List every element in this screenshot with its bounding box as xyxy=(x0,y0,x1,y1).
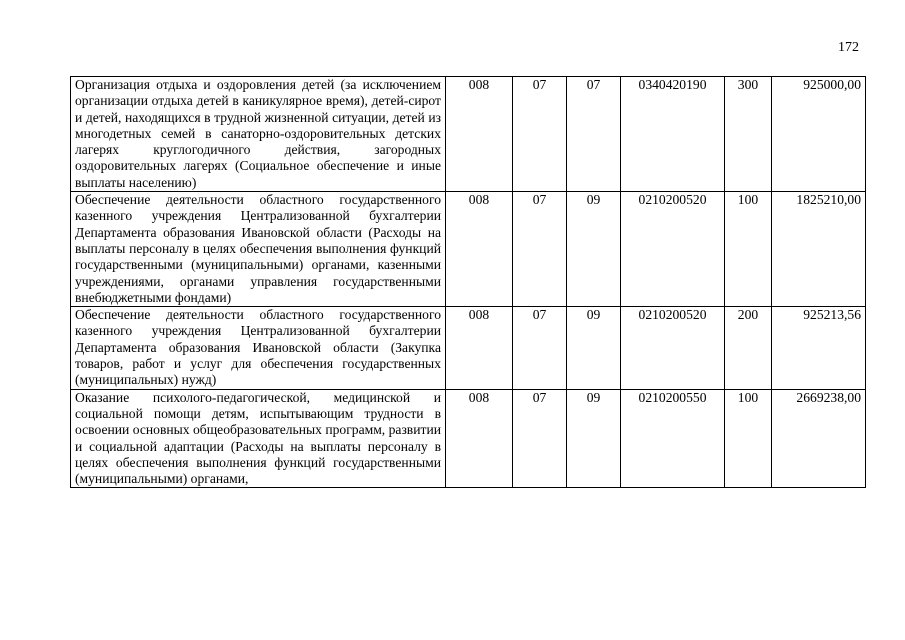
amount: 1825210,00 xyxy=(772,192,866,307)
target-code: 0210200520 xyxy=(621,192,725,307)
row-description: Обеспечение деятельности областного государственного казенного учреждения Централизованной бухгалтерии Департамента образования Ивановской области (Расходы на выплаты персоналу в целях обеспечения выполнения функций государственными (муниципальными) органами, казенными учреждениями, органами управления государственными внебюджетными фондами) xyxy=(71,192,446,307)
row-description: Организация отдыха и оздоровления детей (за исключением организации отдыха детей в каникулярное время), детей-сирот и детей, находящихся в трудной жизненной ситуации, детей из многодетных семей в санаторно-оздоровительных детских лагерях круглогодичного действия, загородных оздоровительных лагерях (Социальное обеспечение и иные выплаты населению) xyxy=(71,77,446,192)
expense-type-code: 100 xyxy=(725,389,772,488)
table-row xyxy=(71,389,866,488)
ministry-code: 008 xyxy=(446,307,513,389)
expense-type-code: 300 xyxy=(725,77,772,192)
section-code: 07 xyxy=(513,307,567,389)
section-code: 07 xyxy=(513,192,567,307)
section-code: 07 xyxy=(513,77,567,192)
expense-type-code: 100 xyxy=(725,192,772,307)
target-code: 0210200520 xyxy=(621,307,725,389)
ministry-code: 008 xyxy=(446,77,513,192)
expense-type-code: 200 xyxy=(725,307,772,389)
subsection-code: 09 xyxy=(567,192,621,307)
target-code: 0210200550 xyxy=(621,389,725,488)
target-code: 0340420190 xyxy=(621,77,725,192)
table-row xyxy=(71,307,866,389)
section-code: 07 xyxy=(513,389,567,488)
table-row xyxy=(71,192,866,307)
table-row xyxy=(71,77,866,192)
amount: 925000,00 xyxy=(772,77,866,192)
ministry-code: 008 xyxy=(446,192,513,307)
ministry-code: 008 xyxy=(446,389,513,488)
page-number: 172 xyxy=(838,40,859,55)
amount: 925213,56 xyxy=(772,307,866,389)
subsection-code: 09 xyxy=(567,389,621,488)
row-description: Обеспечение деятельности областного государственного казенного учреждения Централизованной бухгалтерии Департамента образования Ивановской области (Закупка товаров, работ и услуг для обеспечения государственных (муниципальных) нужд) xyxy=(71,307,446,389)
row-description: Оказание психолого-педагогической, медицинской и социальной помощи детям, испытывающим трудности в освоении основных общеобразовательных программ, развитии и социальной адаптации (Расходы на выплаты персоналу в целях обеспечения выполнения функций государственными (муниципальными) органами, xyxy=(71,389,446,488)
subsection-code: 09 xyxy=(567,307,621,389)
subsection-code: 07 xyxy=(567,77,621,192)
budget-table xyxy=(70,76,866,488)
amount: 2669238,00 xyxy=(772,389,866,488)
